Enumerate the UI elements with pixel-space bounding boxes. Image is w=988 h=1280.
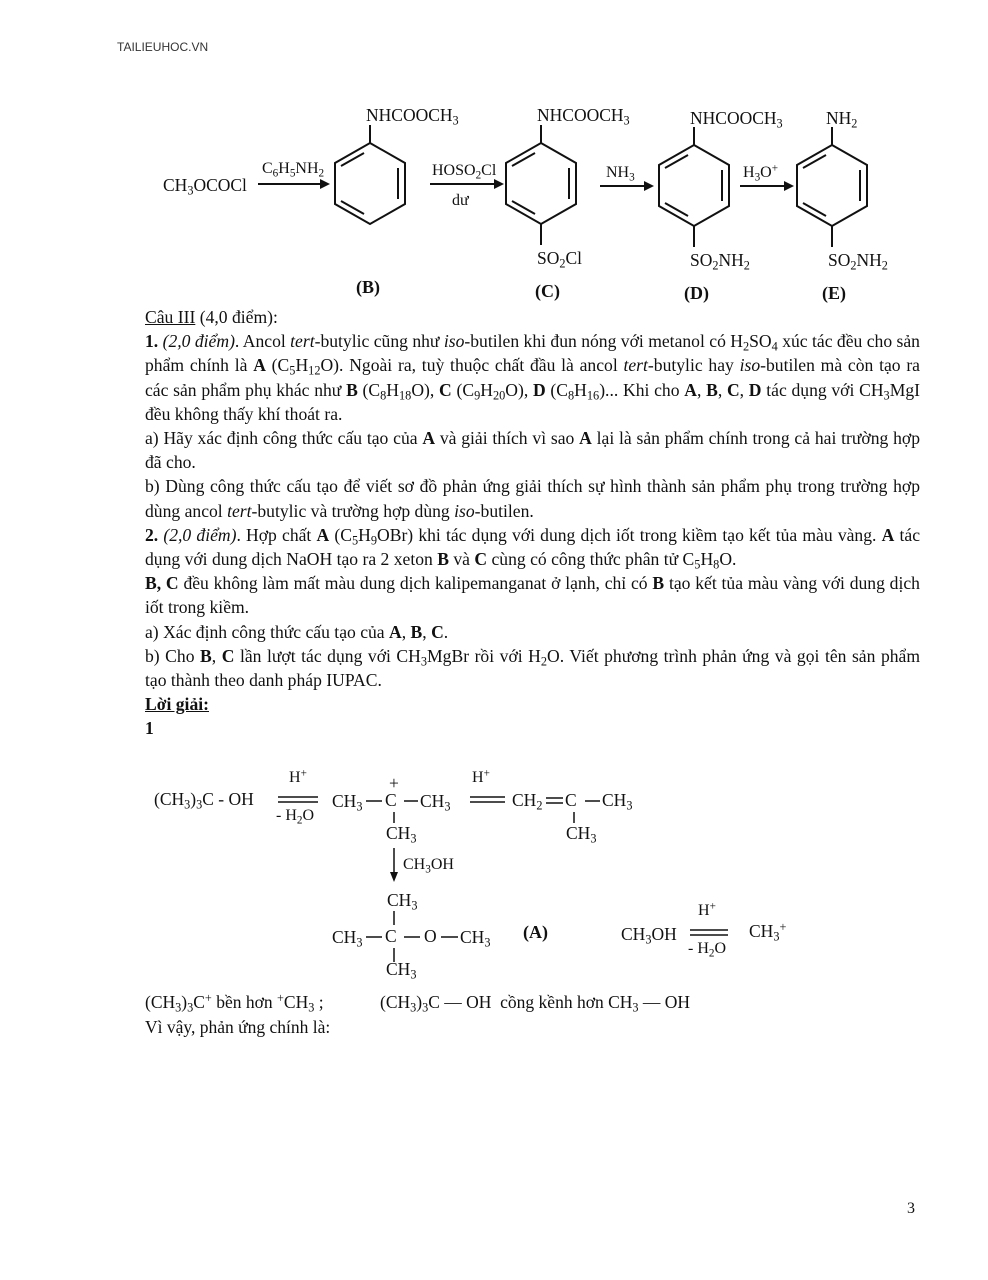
label-E: (E)	[822, 283, 846, 303]
alkene-ch2: $CH_2$	[512, 790, 543, 813]
question-heading: Câu III (4,0 điểm):	[145, 307, 278, 327]
question-1-text: 1. (2,0 điểm). Ancol tert-butylic cũng như iso-butilen khi đun nóng với metanol có $H_2SO_4$ xúc tác đều cho sản phẩm chính là A $(C_5H_{12}O)$. Ngoài ra, tuỳ thuộc chất đầu là ancol tert-butylic hay iso-butilen mà còn tạo ra các sản phẩm phụ khác như B $(C_8H_{18}O)$, C $(C_9H_{20}O)$, D $(C_8H_{16})$... Khi cho A, B, C, D tác dụng với $CH_3MgI$ đều không thấy khí thoát ra.	[145, 331, 921, 424]
ether-ch3-bottom: $CH_3$	[386, 959, 417, 982]
eq3-water-loss: - $H_2O$	[688, 940, 727, 960]
label-C: (C)	[535, 281, 560, 301]
arrow-down-reagent: $CH_3OH$	[403, 856, 454, 876]
eq3-catalyst: H+	[698, 900, 716, 919]
eq1-catalyst: H+	[289, 767, 307, 786]
ether-center-c: C	[385, 926, 397, 946]
C-substituent-top: $NHCOOCH_3$	[537, 105, 630, 128]
eq1-water-loss: - $H_2O$	[276, 807, 315, 827]
label-D: (D)	[684, 283, 709, 303]
solution-number: 1	[145, 718, 154, 739]
ether-oxygen: O	[424, 926, 437, 946]
page-number: 3	[907, 1200, 915, 1217]
D-substituent-top: $NHCOOCH_3$	[690, 108, 783, 131]
arrow4-reagent: $H_3O^+$	[743, 162, 779, 184]
question-1a: a) Hãy xác định công thức cấu tạo của A và giải thích vì sao A lại là sản phẩm chính trong cả hai trường hợp đã cho.	[145, 428, 920, 473]
question-2b: b) Cho B, C lần lượt tác dụng với $CH_3MgBr$ rồi với $H_2O$. Viết phương trình phản ứng và gọi tên sản phẩm tạo thành theo danh pháp IUPAC.	[145, 645, 921, 691]
label-A: (A)	[523, 922, 548, 942]
tert-butanol: $(CH_3)_3C$ - OH	[154, 789, 254, 812]
cation-ch3-right: $CH_3$	[420, 791, 451, 814]
arrow2-reagent: $HOSO_2Cl$	[432, 162, 497, 182]
E-substituent-bottom: $SO_2NH_2$	[828, 250, 888, 273]
arrow1-reagent: $C_6H_5NH_2$	[262, 160, 325, 180]
question-2-text-b: B, C đều không làm mất màu dung dịch kalipemanganat ở lạnh, chỉ có B tạo kết tủa màu vàng với dung dịch iốt trong kiềm.	[145, 573, 920, 618]
cation-ch3-left: $CH_3$	[332, 791, 363, 814]
alkene-ch3-down: $CH_3$	[566, 823, 597, 846]
arrow2-condition: dư	[452, 192, 469, 209]
ether-ch3-right: $CH_3$	[460, 927, 491, 950]
question-1b: b) Dùng công thức cấu tạo để viết sơ đồ phản ứng giải thích sự hình thành sản phẩm phụ trong trường hợp dùng ancol tert-butylic và trường hợp dùng iso-butilen.	[145, 476, 920, 521]
eq2-catalyst: H+	[472, 767, 490, 786]
D-substituent-bottom: $SO_2NH_2$	[690, 250, 750, 273]
E-substituent-top: $NH_2$	[826, 108, 858, 131]
cation-center-c: C	[385, 790, 397, 810]
question-2-text: 2. (2,0 điểm). Hợp chất A $(C_5H_9OBr)$ khi tác dụng với dung dịch iốt trong kiềm tạo kết tủa màu vàng. A tác dụng với dung dịch NaOH tạo ra 2 xeton B và C cùng có công thức phân tử $C_5H_8O$.	[145, 524, 921, 572]
chloroformate-formula: $CH_3OCOCl$	[163, 175, 247, 198]
methanol: $CH_3OH$	[621, 924, 677, 947]
conclusion-line: Vì vậy, phản ứng chính là:	[145, 1017, 331, 1037]
alkene-ch3-right: $CH_3$	[602, 790, 633, 813]
arrow3-reagent: $NH_3$	[606, 164, 635, 184]
B-substituent-top: $NHCOOCH_3$	[366, 105, 459, 128]
stability-comparison: $(CH_3)_3C^+$ bền hơn $^+CH_3$ ;	[145, 990, 324, 1015]
cation-ch3-down: $CH_3$	[386, 823, 417, 846]
alkene-center-c: C	[565, 790, 577, 810]
solution-heading: Lời giải:	[145, 694, 209, 715]
bulk-comparison: $(CH_3)_3C$ — OH cồng kềnh hơn $CH_3$ — OH	[380, 992, 691, 1015]
ether-ch3-top: $CH_3$	[387, 890, 418, 913]
methyl-cation: $CH_3^+$	[749, 919, 787, 944]
C-substituent-bottom: $SO_2Cl$	[537, 248, 583, 271]
label-B: (B)	[356, 277, 380, 297]
watermark: TAILIEUHOC.VN	[117, 40, 209, 54]
cation-plus: +	[389, 773, 399, 793]
ether-ch3-left: $CH_3$	[332, 927, 363, 950]
question-2a: a) Xác định công thức cấu tạo của A, B, C.	[145, 621, 449, 642]
